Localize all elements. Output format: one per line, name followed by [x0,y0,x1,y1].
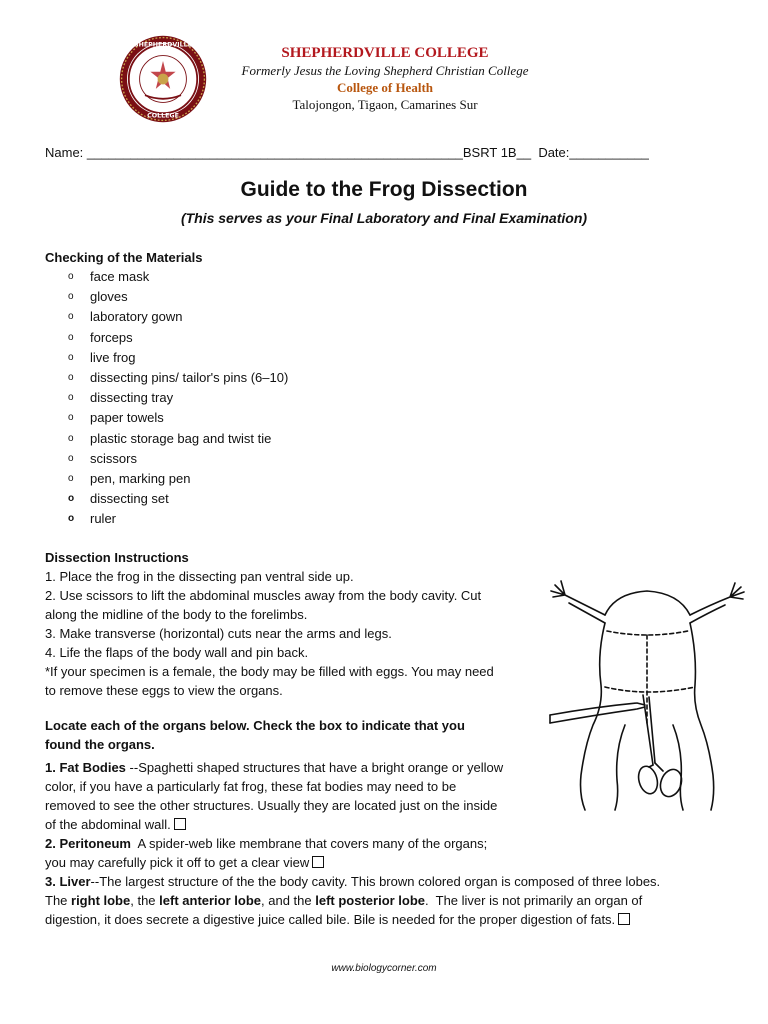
list-item: o gloves [68,289,128,305]
course-label: BSRT 1B__ [462,145,532,160]
instruction-line: *If your specimen is a female, the body may be filled with eggs. You may need [45,664,494,679]
fat-bodies-label: 1. Fat Bodies [45,760,126,775]
college-address: Talojongon, Tigaon, Camarines Sur [292,97,478,112]
instruction-line: 4. Life the flaps of the body wall and pin back. [45,645,309,660]
list-item: o forceps [68,329,133,345]
materials-list [66,267,288,529]
list-item: o dissecting set [68,491,169,507]
instruction-line: to remove these eggs to view the organs. [45,683,283,698]
name-blank: ____________________________________________________ [86,145,463,160]
college-department: College of Health [336,80,434,95]
peritoneum-label: 2. Peritoneum [45,836,131,851]
locate-instructions: Locate each of the organs below. Check the box to indicate that you found the organs. [45,718,465,752]
list-item: o laboratory gown [68,309,183,325]
fat-bodies-checkbox[interactable] [174,818,186,830]
instruction-line: 2. Use scissors to lift the abdominal muscles away from the body cavity. Cut [45,588,482,603]
liver-label: 3. Liver [45,874,91,889]
fat-bodies-line: 1. Fat Bodies --Spaghetti shaped structures that have a bright orange or yellow [45,760,504,775]
student-info-line [45,145,649,160]
date-label: Date:___________ [538,145,649,160]
college-name: SHEPHERDVILLE COLLEGE [281,45,489,61]
college-former-name: Formerly Jesus the Loving Shepherd Christian College [241,63,529,78]
college-seal-logo [118,34,208,124]
list-item: o pen, marking pen [68,470,191,486]
list-item: o scissors [68,450,137,466]
list-item: o ruler [68,511,117,527]
page-subtitle: (This serves as your Final Laboratory and Final Examination) [180,210,588,226]
page-title: Guide to the Frog Dissection [240,178,528,201]
instruction-line: along the midline of the body to the forelimbs. [45,607,308,622]
list-item: o paper towels [68,410,164,426]
instructions-text [45,567,555,700]
instruction-line: 3. Make transverse (horizontal) cuts near the arms and legs. [45,626,392,641]
footer-url: www.biologycorner.com [331,963,437,974]
list-item: o dissecting tray [68,390,174,406]
frog-dissection-illustration [545,575,750,815]
peritoneum-checkbox[interactable] [312,856,324,868]
liver-line: 3. Liver--The largest structure of the the body cavity. This brown colored organ is composed of three lobes. [45,874,661,889]
instructions-heading: Dissection Instructions [45,550,189,565]
list-item: o face mask [68,269,150,284]
list-item: o live frog [68,349,136,365]
svg-text:SHEPHERDVILLE: SHEPHERDVILLE [134,41,192,49]
college-header [200,44,570,114]
list-item: o dissecting pins/ tailor's pins (6–10) [68,369,289,385]
liver-checkbox[interactable] [618,913,630,925]
name-label: Name: [45,145,84,160]
svg-text:COLLEGE: COLLEGE [147,112,179,120]
materials-heading: Checking of the Materials [45,250,203,265]
organs-section: 1. Fat Bodies --Spaghetti shaped structures that have a bright orange or yellow color, if you have a particularly fat frog, these fat bodies may need to be removed to see the other structures. Usually they are located just on the inside of the abdominal wall. 2. Peritoneum A spider-web like membrane that covers many of the organs; you may carefully pick it off to get a clear view 3. Liver--The largest structure of the the body cavity. This brown colored organ is composed of three lobes. The right lobe, the left anterior lobe, and the left posterior lobe. The liver is not primarily an organ of digestion, it does secrete a digestive juice called bile. Bile is needed for the proper digestion of fats. [45,758,735,929]
peritoneum-line: 2. Peritoneum A spider-web like membrane that covers many of the organs; [45,836,488,851]
list-item: o plastic storage bag and twist tie [68,430,272,446]
instruction-line: 1. Place the frog in the dissecting pan ventral side up. [45,569,354,584]
